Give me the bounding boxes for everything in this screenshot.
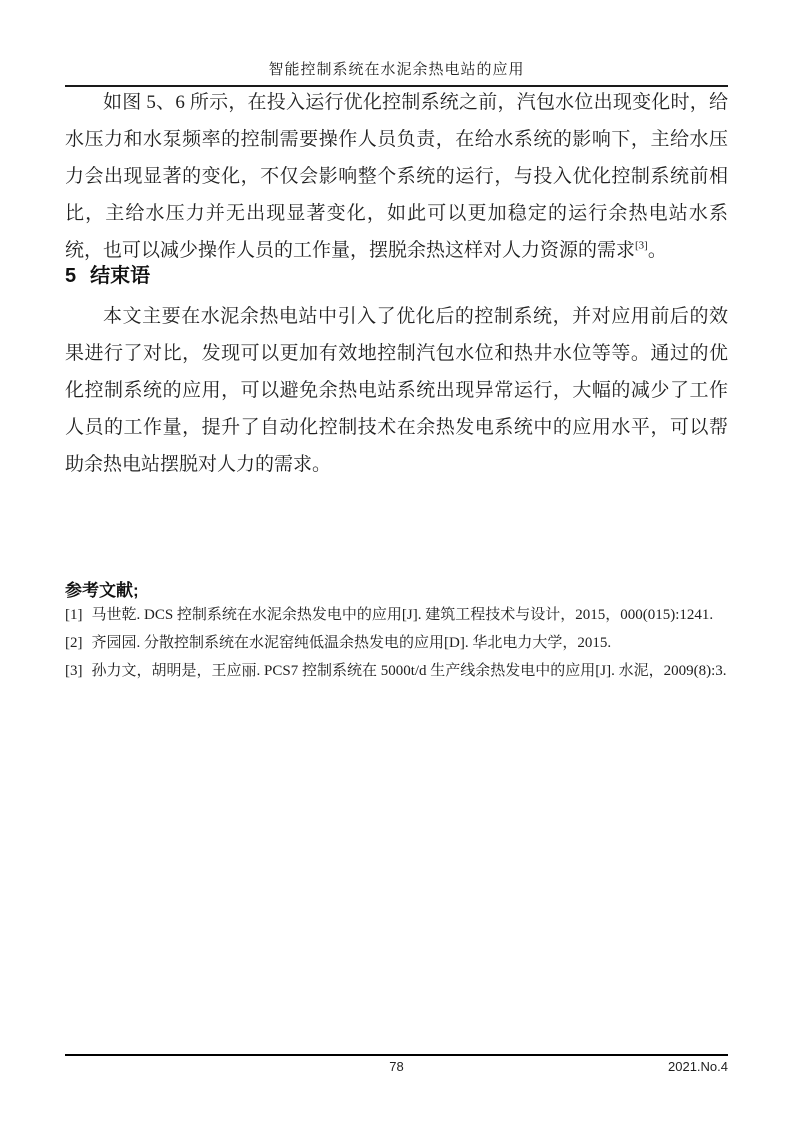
section-number: 5	[65, 265, 77, 287]
reference-item	[65, 657, 733, 685]
reference-item	[65, 601, 733, 629]
references-heading: 参考文献;	[65, 581, 139, 600]
reference-item	[65, 629, 733, 657]
running-title: 智能控制系统在水泥余热电站的应用	[268, 62, 525, 78]
footer	[65, 1059, 728, 1077]
citation-marker: [3]	[635, 239, 648, 252]
paragraph-intro-text: 如图 5、6 所示，在投入运行优化控制系统之前，汽包水位出现变化时，给水压力和水泵频率的控制需要操作人员负责，在给水系统的影响下，主给水压力会出现显著的变化，不仅会影响整个系统的运行，与投入优化控制系统前相比，主给水压力并无出现显著变化，如此可以更加稳定的运行余热电站水系统，也可以减少操作人员的工作量，摆脱余热这样对人力资源的需求	[65, 92, 728, 261]
section-title: 结束语	[90, 265, 151, 287]
issue-label: 2021.No.4	[668, 1059, 728, 1074]
reference-text: 孙力文，胡明是，王应丽. PCS7 控制系统在 5000t/d 生产线余热发电中的应用[J]. 水泥，2009(8):3.	[91, 663, 727, 679]
reference-label: [1]	[65, 607, 83, 623]
references-list	[65, 601, 733, 685]
paragraph-intro	[65, 84, 728, 269]
reference-text: 齐园园. 分散控制系统在水泥窑纯低温余热发电的应用[D]. 华北电力大学，2015.	[91, 635, 612, 651]
paragraph-conclusion: 本文主要在水泥余热电站中引入了优化后的控制系统，并对应用前后的效果进行了对比，发现可以更加有效地控制汽包水位和热井水位等等。通过的优化控制系统的应用，可以避免余热电站系统出现异常运行，大幅的减少了工作人员的工作量，提升了自动化控制技术在余热发电系统中的应用水平，可以帮助余热电站摆脱对人力的需求。	[65, 306, 728, 475]
reference-label: [2]	[65, 635, 83, 651]
section-heading-conclusion	[65, 261, 150, 291]
paragraph-intro-tail: 。	[647, 240, 667, 261]
page-number: 78	[389, 1059, 404, 1074]
reference-text: 马世乾. DCS 控制系统在水泥余热发电中的应用[J]. 建筑工程技术与设计，2015，000(015):1241.	[91, 607, 714, 623]
reference-label: [3]	[65, 663, 83, 679]
footer-rule	[65, 1054, 728, 1056]
